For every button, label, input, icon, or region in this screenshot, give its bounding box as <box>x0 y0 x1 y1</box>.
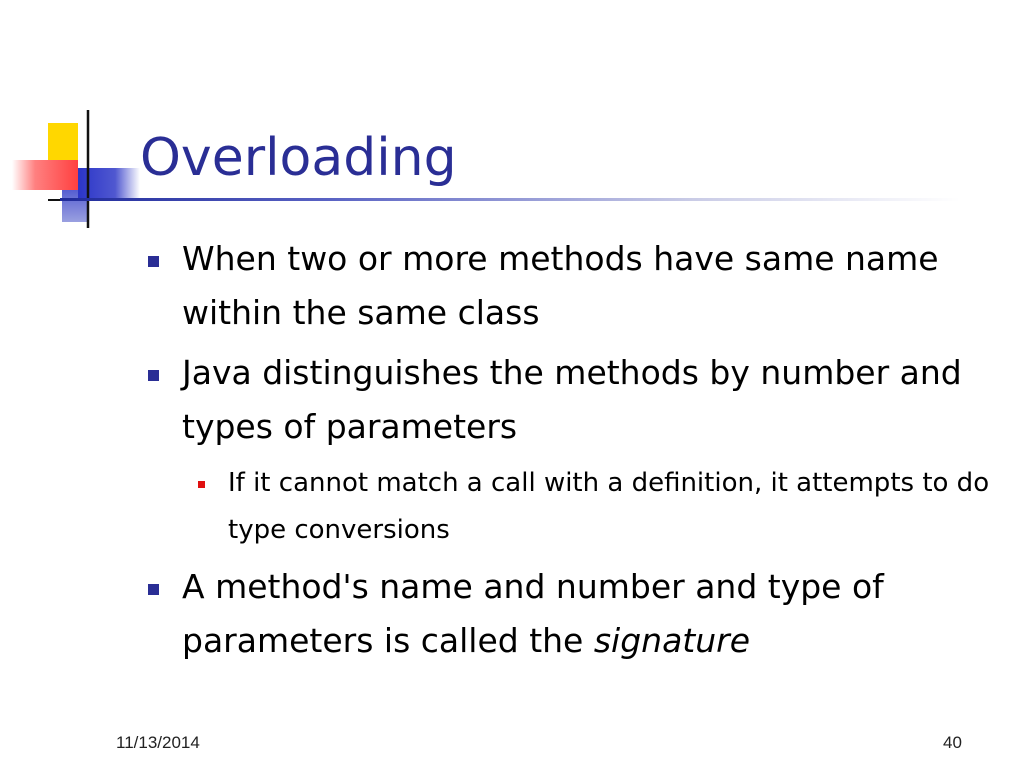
square-bullet-icon <box>148 370 159 381</box>
bullet-text: When two or more methods have same name within the same class <box>182 239 939 332</box>
sub-bullet-item <box>140 460 1000 554</box>
logo-yellow-square <box>48 123 78 165</box>
bullet-text: Java distinguishes the methods by number and types of parameters <box>182 353 962 446</box>
emphasized-term: signature <box>593 621 751 660</box>
bullet-text-plain: A method's name and number and type of parameters is called the <box>182 567 884 660</box>
logo-red-bar <box>12 160 78 190</box>
square-bullet-icon <box>148 256 159 267</box>
bullet-item <box>140 560 1000 668</box>
sub-bullet-text: If it cannot match a call with a definition, it attempts to do type conversions <box>228 468 990 545</box>
bullet-item <box>140 232 1000 340</box>
small-square-bullet-icon <box>198 481 205 488</box>
footer-page-number: 40 <box>943 733 962 752</box>
square-bullet-icon <box>148 584 159 595</box>
slide-title: Overloading <box>140 128 457 188</box>
slide-body <box>140 232 1000 674</box>
title-underline <box>60 198 960 201</box>
bullet-text <box>182 560 1000 668</box>
footer-date: 11/13/2014 <box>116 733 200 752</box>
bullet-item <box>140 346 1000 454</box>
